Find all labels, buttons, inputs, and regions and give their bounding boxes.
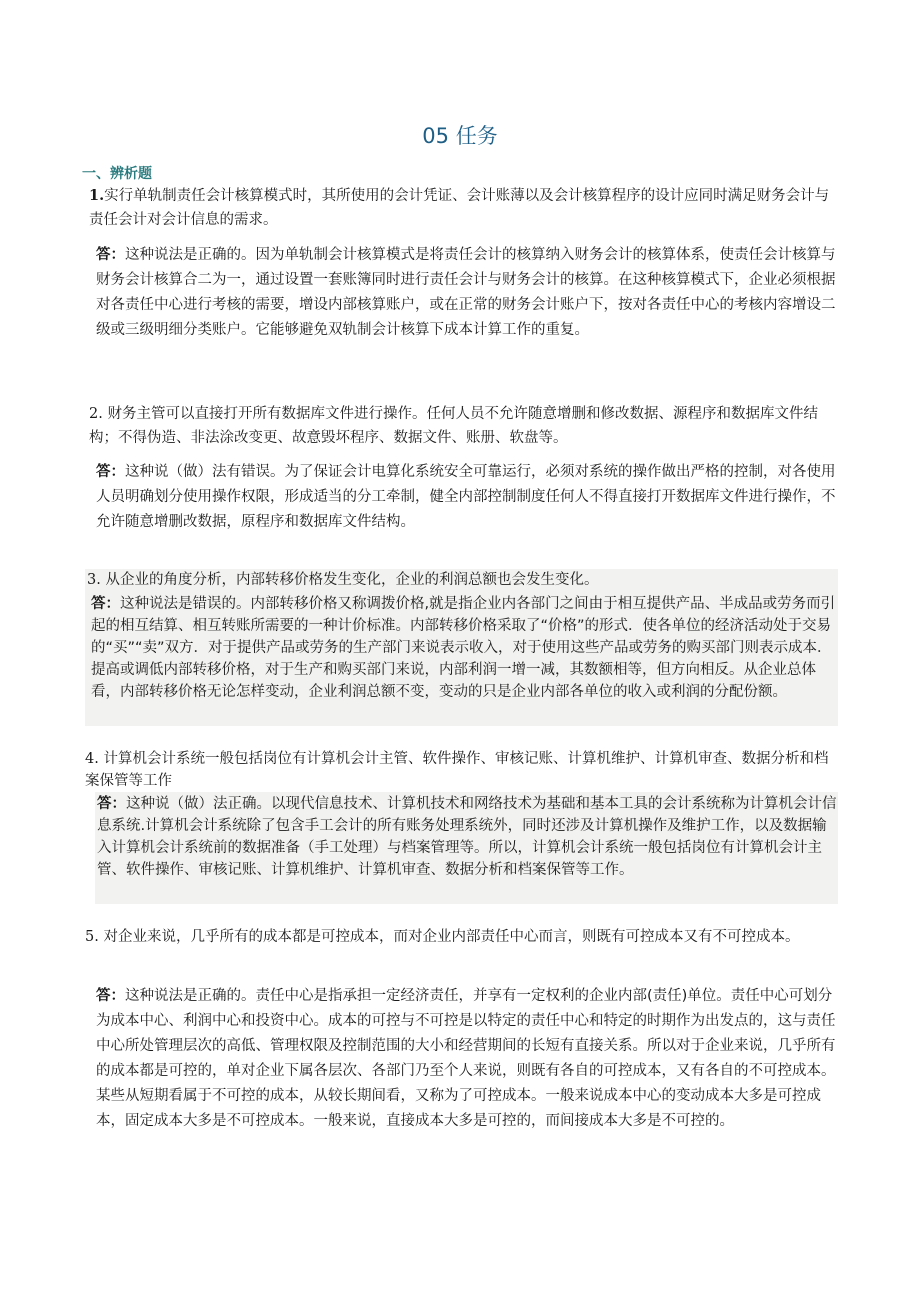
- answer-1: [96, 243, 839, 343]
- answer-1-text: 这种说法是正确的。因为单轨制会计核算模式是将责任会计的核算纳入财务会计的核算体系，使责任会计核算与财务会计核算合二为一，通过设置一套账簿同时进行责任会计与财务会计的核算。在这种核算模式下，企业必须根据对各责任中心进行考核的需要，增设内部核算账户，或在正常的财务会计账户下，按对各责任中心的考核内容增设二级或三级明细分类账户。它能够避免双轨制会计核算下成本计算工作的重复。: [96, 247, 836, 338]
- question-3: [87, 569, 837, 591]
- answer-4-label: 答：: [97, 796, 126, 812]
- question-2: [89, 402, 839, 450]
- answer-2: [96, 460, 839, 535]
- question-4: [85, 748, 837, 792]
- answer-2-label: 答：: [96, 464, 125, 480]
- question-1-number: 1.: [89, 187, 105, 204]
- question-3-text: 从企业的角度分析，内部转移价格发生变化，企业的利润总额也会发生变化。: [105, 572, 599, 588]
- question-1: [89, 184, 839, 232]
- question-4-number: 4.: [85, 751, 99, 767]
- question-2-text: 财务主管可以直接打开所有数据库文件进行操作。任何人员不允许随意增删和修改数据、源程序和数据库文件结构；不得伪造、非法涂改变更、故意毁坏程序、数据文件、账册、软盘等。: [89, 406, 818, 446]
- question-4-text: 计算机会计系统一般包括岗位有计算机会计主管、软件操作、审核记账、计算机维护、计算机审查、数据分析和档案保管等工作: [85, 751, 829, 789]
- question-3-number: 3.: [87, 572, 101, 588]
- question-5-number: 5.: [85, 929, 99, 945]
- page-title: 05 任务: [422, 124, 498, 148]
- question-1-text: 实行单轨制责任会计核算模式时，其所使用的会计凭证、会计账薄以及会计核算程序的设计应同时满足财务会计与责任会计对会计信息的需求。: [89, 188, 830, 228]
- answer-5-text: 这种说法是正确的。责任中心是指承担一定经济责任，并享有一定权利的企业内部(责任)单位。责任中心可划分为成本中心、利润中心和投资中心。成本的可控与不可控是以特定的责任中心和特定的时期作为出发点的，这与责任中心所处管理层次的高低、管理权限及控制范围的大小和经营期间的长短有直接关系。所以对于企业来说，几乎所有的成本都是可控的，单对企业下属各层次、各部门乃至个人来说，则既有各自的可控成本，又有各自的不可控成本。某些从短期看属于不可控的成本，从较长期间看，又称为了可控成本。一般来说成本中心的变动成本大多是可控成本，固定成本大多是不可控成本。一般来说，直接成本大多是可控的，而间接成本大多是不可控的。: [96, 988, 836, 1129]
- answer-5-label: 答：: [96, 988, 125, 1004]
- answer-4: [97, 793, 837, 881]
- answer-3: [91, 593, 837, 703]
- answer-2-text: 这种说（做）法有错误。为了保证会计电算化系统安全可靠运行，必须对系统的操作做出严格的控制，对各使用人员明确划分使用操作权限，形成适当的分工牵制，健全内部控制制度任何人不得直接打开数据库文件进行操作，不允许随意增删改数据，原程序和数据库文件结构。: [96, 464, 836, 530]
- answer-1-label: 答：: [96, 247, 125, 263]
- answer-5: [96, 984, 839, 1134]
- question-5-text: 对企业来说，几乎所有的成本都是可控成本，而对企业内部责任中心而言，则既有可控成本又有不可控成本。: [103, 929, 800, 945]
- section-heading: 一、辨析题: [82, 166, 152, 182]
- answer-4-text: 这种说（做）法正确。以现代信息技术、计算机技术和网络技术为基础和基本工具的会计系统称为计算机会计信息系统.计算机会计系统除了包含手工会计的所有账务处理系统外，同时还涉及计算机操作及维护工作，以及数据输入计算机会计系统前的数据准备（手工处理）与档案管理等。所以，计算机会计系统一般包括岗位有计算机会计主管、软件操作、审核记账、计算机维护、计算机审查、数据分析和档案保管等工作。: [97, 796, 837, 878]
- question-2-number: 2.: [89, 406, 103, 422]
- question-5: [85, 925, 839, 949]
- answer-3-label: 答：: [91, 596, 120, 612]
- answer-3-text: 这种说法是错误的。内部转移价格又称调拨价格,就是指企业内各部门之间由于相互提供产品、半成品或劳务而引起的相互结算、相互转账所需要的一种计价标准。内部转移价格采取了“价格”的形式．使各单位的经济活动处于交易的“买”“卖”双方．对于提供产品或劳务的生产部门来说表示收入，对于使用这些产品或劳务的购买部门则表示成本．提高或调低内部转移价格，对于生产和购买部门来说，内部利润一增一减，其数额相等，但方向相反。从企业总体看，内部转移价格无论怎样变动，企业利润总额不变，变动的只是企业内部各单位的收入或利润的分配份额。: [91, 596, 836, 700]
